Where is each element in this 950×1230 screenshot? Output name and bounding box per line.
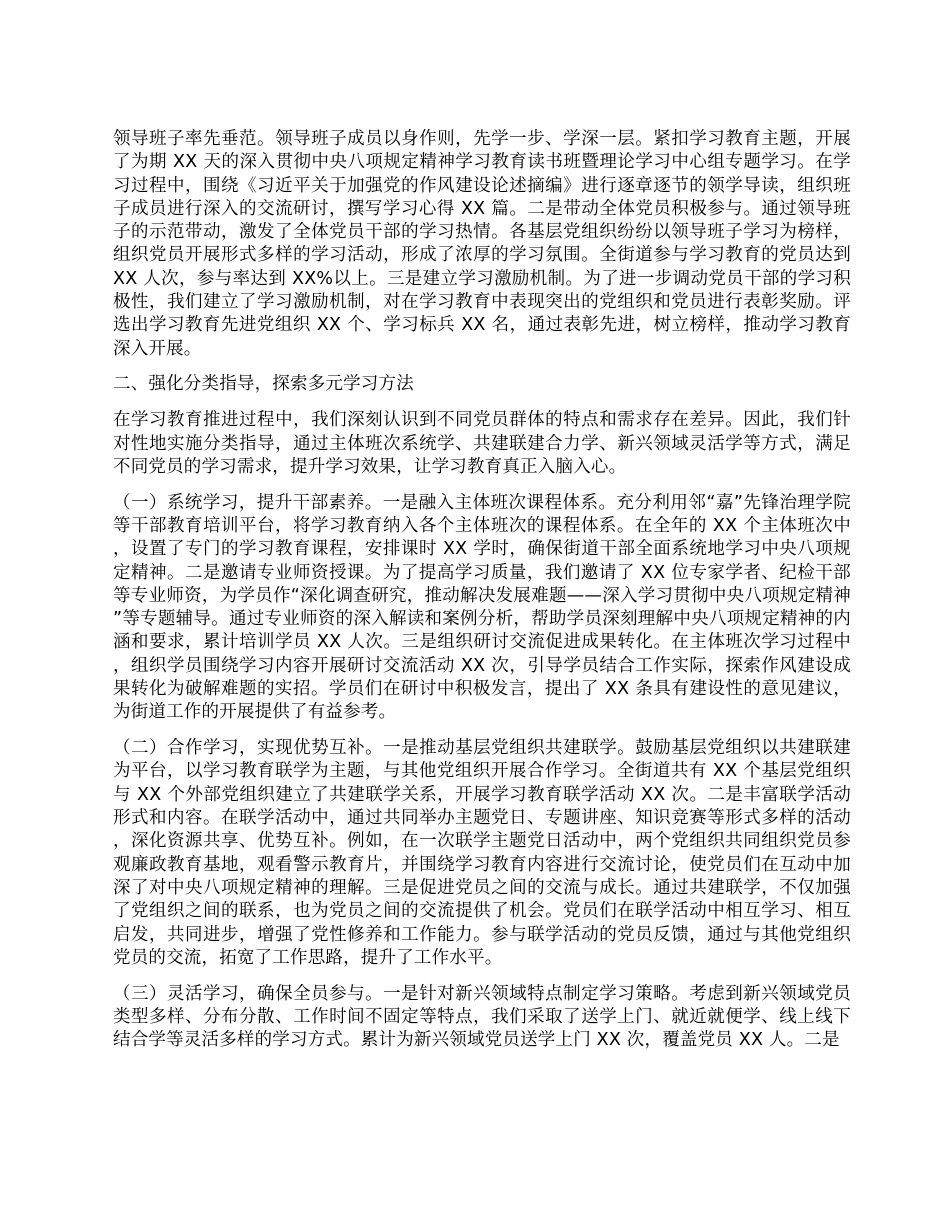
section-heading-2: 二、强化分类指导，探索多元学习方法: [113, 374, 414, 395]
paragraph-cooperative-learning: （二）合作学习，实现优势互补。一是推动基层党组织共建联学。鼓励基层党组织以共建联建为平台，以学习教育联学为主题，与其他党组织开展合作学习。全街道共有 XX 个基层党组织与 XX 个外部党组织建立了共建联学关系，开展学习教育联学活动 XX 次。二是丰富联学活动形式和内容。在联学活动中，通过共同举办主题党日、专题讲座、知识竞赛等形式多样的活动，深化资源共享、优势互补。例如，在一次联学主题党日活动中，两个党组织共同组织党员参观廉政教育基地，观看警示教育片，并围绕学习教育内容进行交流讨论，使党员们在互动中加深了对中央八项规定精神的理解。三是促进党员之间的交流与成长。通过共建联学，不仅加强了党组织之间的联系，也为党员之间的交流提供了机会。党员们在联学活动中相互学习、相互启发，共同进步，增强了党性修养和工作能力。参与联学活动的党员反馈，通过与其他党组织党员的交流，拓宽了工作思路，提升了工作水平。: [113, 738, 851, 968]
document-body: [113, 128, 851, 1065]
paragraph-section-2-intro: 在学习教育推进过程中，我们深刻认识到不同党员群体的特点和需求存在差异。因此，我们针对性地实施分类指导，通过主体班次系统学、共建联建合力学、新兴领域灵活学等方式，满足不同党员的学习需求，提升学习效果，让学习教育真正入脑入心。: [113, 410, 851, 477]
paragraph-leadership-example: 领导班子率先垂范。领导班子成员以身作则，先学一步、学深一层。紧扣学习教育主题，开展了为期 XX 天的深入贯彻中央八项规定精神学习教育读书班暨理论学习中心组专题学习。在学习过程中，围绕《习近平关于加强党的作风建设论述摘编》进行逐章逐节的领学导读，组织班子成员进行深入的交流研讨，撰写学习心得 XX 篇。二是带动全体党员积极参与。通过领导班子的示范带动，激发了全体党员干部的学习热情。各基层党组织纷纷以领导班子学习为榜样，组织党员开展形式多样的学习活动，形成了浓厚的学习氛围。全街道参与学习教育的党员达到 XX 人次，参与率达到 XX%以上。三是建立学习激励机制。为了进一步调动党员干部的学习积极性，我们建立了学习激励机制，对在学习教育中表现突出的党组织和党员进行表彰奖励。评选出学习教育先进党组织 XX 个、学习标兵 XX 名，通过表彰先进，树立榜样，推动学习教育深入开展。: [113, 129, 851, 359]
paragraph-systematic-learning: （一）系统学习，提升干部素养。一是融入主体班次课程体系。充分利用邻“嘉”先锋治理学院等干部教育培训平台，将学习教育纳入各个主体班次的课程体系。在全年的 XX 个主体班次中，设置了专门的学习教育课程，安排课时 XX 学时，确保街道干部全面系统地学习中央八项规定精神。二是邀请专业师资授课。为了提高学习质量，我们邀请了 XX 位专家学者、纪检干部等专业师资，为学员作“深化调查研究，推动解决发展难题——深入学习贯彻中央八项规定精神”等专题辅导。通过专业师资的深入解读和案例分析，帮助学员深刻理解中央八项规定精神的内涵和要求，累计培训学员 XX 人次。三是组织研讨交流促进成果转化。在主体班次学习过程中，组织学员围绕学习内容开展研讨交流活动 XX 次，引导学员结合工作实际，探索作风建设成果转化为破解难题的实招。学员们在研讨中积极发言，提出了 XX 条具有建设性的意见建议，为街道工作的开展提供了有益参考。: [113, 492, 851, 723]
paragraph-flexible-learning: （三）灵活学习，确保全员参与。一是针对新兴领域特点制定学习策略。考虑到新兴领域党员类型多样、分布分散、工作时间不固定等特点，我们采取了送学上门、就近就便学、线上线下结合学等灵活多样的学习方式。累计为新兴领域党员送学上门 XX 次，覆盖党员 XX 人。二是: [113, 983, 851, 1051]
